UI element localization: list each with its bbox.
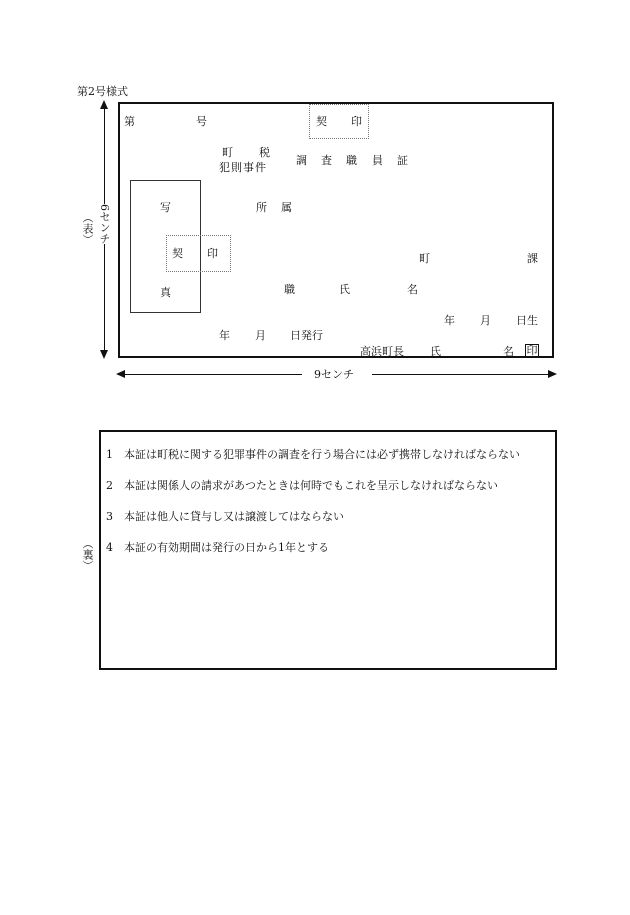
photo-seal-kei: 契 — [172, 247, 183, 260]
photo-seal-in: 印 — [207, 247, 218, 260]
width-dimension-label: 9センチ — [314, 368, 354, 381]
note-text: 本証は関係人の請求があつたときは何時でもこれを呈示しなければならない — [124, 479, 498, 492]
title-char-4: 員 — [372, 154, 383, 167]
mayor-label: 高浜町長 — [360, 345, 404, 358]
issue-month-label: 月 — [255, 329, 266, 342]
position-label: 職 — [284, 283, 295, 296]
note-number: 2 — [106, 479, 113, 492]
birth-month-label: 月 — [480, 314, 491, 327]
seal-in: 印 — [351, 115, 362, 128]
section-label: 課 — [527, 252, 538, 265]
note-number: 1 — [106, 448, 113, 461]
town-label: 町 — [419, 252, 430, 265]
title-char-5: 証 — [397, 154, 408, 167]
issue-day-label: 日発行 — [290, 329, 323, 342]
form-label: 第2号様式 — [77, 85, 128, 98]
mayor-seal-icon: 印 — [526, 344, 538, 357]
width-dimension-line-right — [372, 374, 550, 375]
affiliation-label-1: 所 — [256, 201, 267, 214]
note-text: 本証は他人に貸与し又は譲渡してはならない — [124, 510, 344, 523]
front-side-label: （表） — [81, 212, 94, 245]
number-label-dai: 第 — [124, 115, 135, 128]
name-label-1: 氏 — [339, 283, 350, 296]
mayor-name-label-1: 氏 — [430, 345, 441, 358]
seal-kei: 契 — [316, 115, 327, 128]
title-tax: 税 — [259, 146, 270, 159]
title-town: 町 — [222, 146, 233, 159]
note-number: 3 — [106, 510, 113, 523]
back-side-label: （裏） — [81, 538, 94, 571]
photo-label-bottom: 真 — [160, 286, 171, 299]
height-dimension-label: 6センチ — [98, 204, 111, 244]
affiliation-label-2: 属 — [281, 201, 292, 214]
title-char-2: 査 — [321, 154, 332, 167]
arrow-down-icon — [100, 350, 108, 359]
issue-year-label: 年 — [219, 329, 230, 342]
arrow-right-icon — [548, 370, 557, 378]
name-label-2: 名 — [407, 283, 418, 296]
number-label-go: 号 — [196, 115, 207, 128]
photo-label-top: 写 — [160, 201, 171, 214]
title-violation-case: 犯則事件 — [219, 161, 267, 174]
title-char-3: 職 — [346, 154, 357, 167]
note-text: 本証の有効期間は発行の日から1年とする — [124, 541, 329, 554]
note-number: 4 — [106, 541, 113, 554]
birth-year-label: 年 — [444, 314, 455, 327]
birth-day-label: 日生 — [516, 314, 538, 327]
width-dimension-line-left — [122, 374, 302, 375]
mayor-name-label-2: 名 — [503, 345, 514, 358]
title-char-1: 調 — [296, 154, 307, 167]
note-text: 本証は町税に関する犯罪事件の調査を行う場合には必ず携帯しなければならない — [124, 448, 520, 461]
